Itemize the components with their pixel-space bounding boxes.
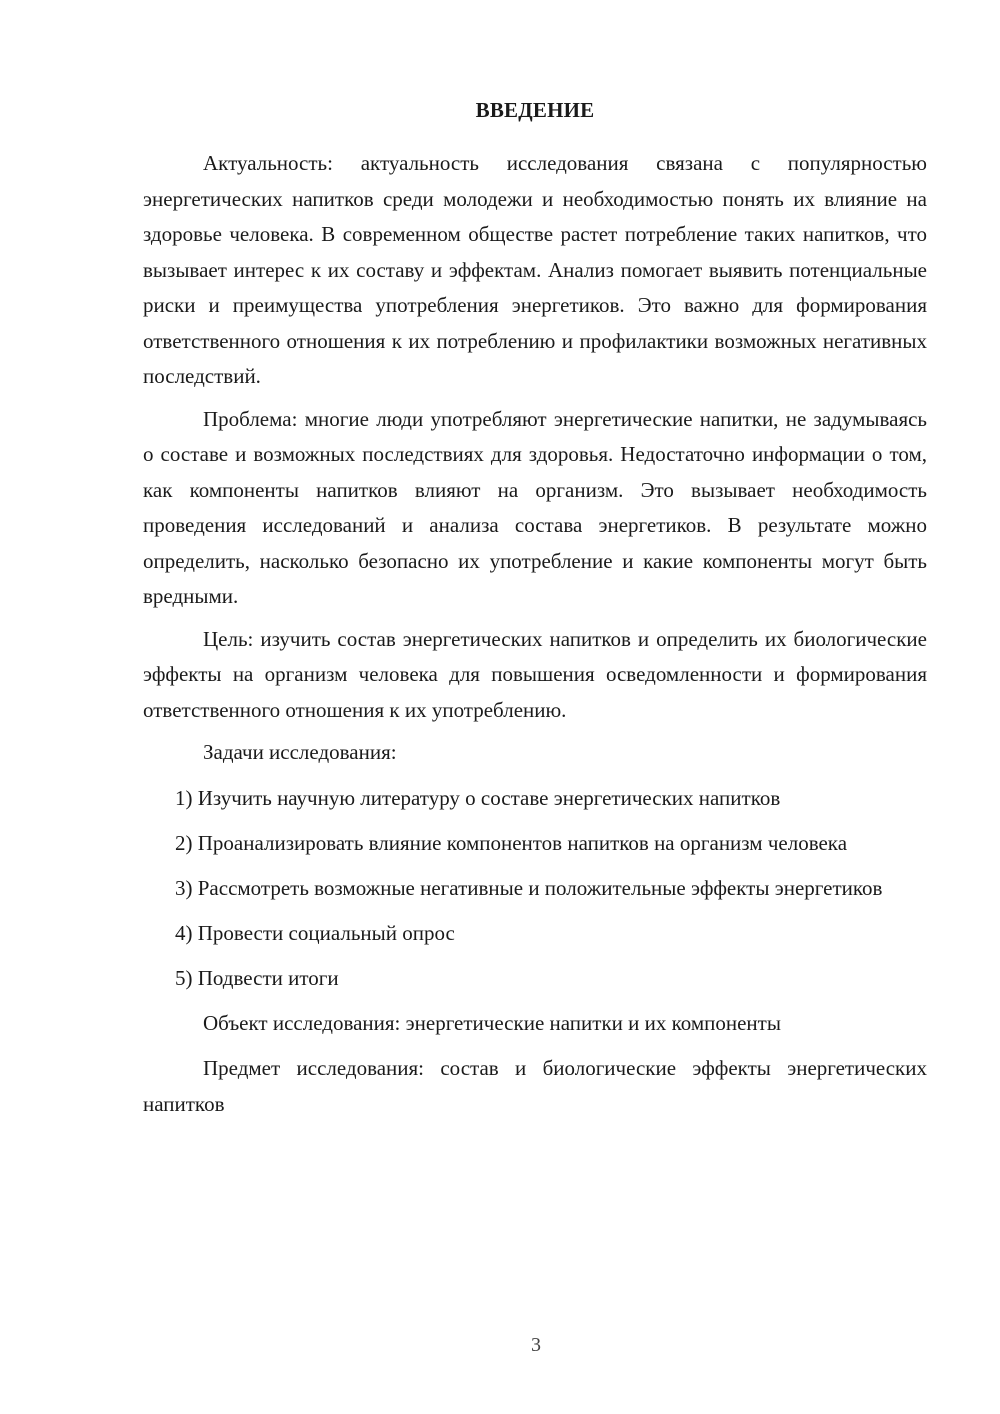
relevance-paragraph: Актуальность: актуальность исследования связана с популярностью энергетических напитков среди молодежи и необходимостью понять их влияние на здоровье человека. В современном обществе растет потребление таких напитков, что вызывает интерес к их составу и эффектам. Анализ помогает выявить потенциальные риски и преимущества употребления энергетиков. Это важно для формирования ответственного отношения к их потреблению и профилактики возможных негативных последствий. (143, 151, 927, 388)
research-subject: Предмет исследования: состав и биологические эффекты энергетических напитков (143, 1056, 927, 1116)
tasks-title: Задачи исследования: (203, 740, 397, 764)
task-item-2: 2) Проанализировать влияние компонентов напитков на организм человека (175, 830, 848, 855)
document-page (143, 96, 927, 1132)
page-number: 3 (531, 1334, 541, 1356)
section-heading: ВВЕДЕНИЕ (475, 98, 595, 122)
problem-paragraph: Проблема: многие люди употребляют энергетические напитки, не задумываясь о составе и возможных последствиях для здоровья. Недостаточно информации о том, как компоненты напитков влияют на организм. Это вызывает необходимость проведения исследований и анализа состава энергетиков. В результате можно определить, насколько безопасно их употребление и какие компоненты могут быть вредными. (143, 406, 927, 608)
task-item-3: 3) Рассмотреть возможные негативные и положительные эффекты энергетиков (175, 875, 883, 900)
goal-paragraph: Цель: изучить состав энергетических напитков и определить их биологические эффекты на организм человека для повышения осведомленности и формирования ответственного отношения к их употреблению. (143, 626, 927, 722)
task-item-1: 1) Изучить научную литературу о составе энергетических напитков (175, 785, 781, 810)
research-object: Объект исследования: энергетические напитки и их компоненты (203, 1010, 781, 1035)
task-item-4: 4) Провести социальный опрос (175, 920, 455, 945)
task-item-5: 5) Подвести итоги (175, 965, 339, 990)
